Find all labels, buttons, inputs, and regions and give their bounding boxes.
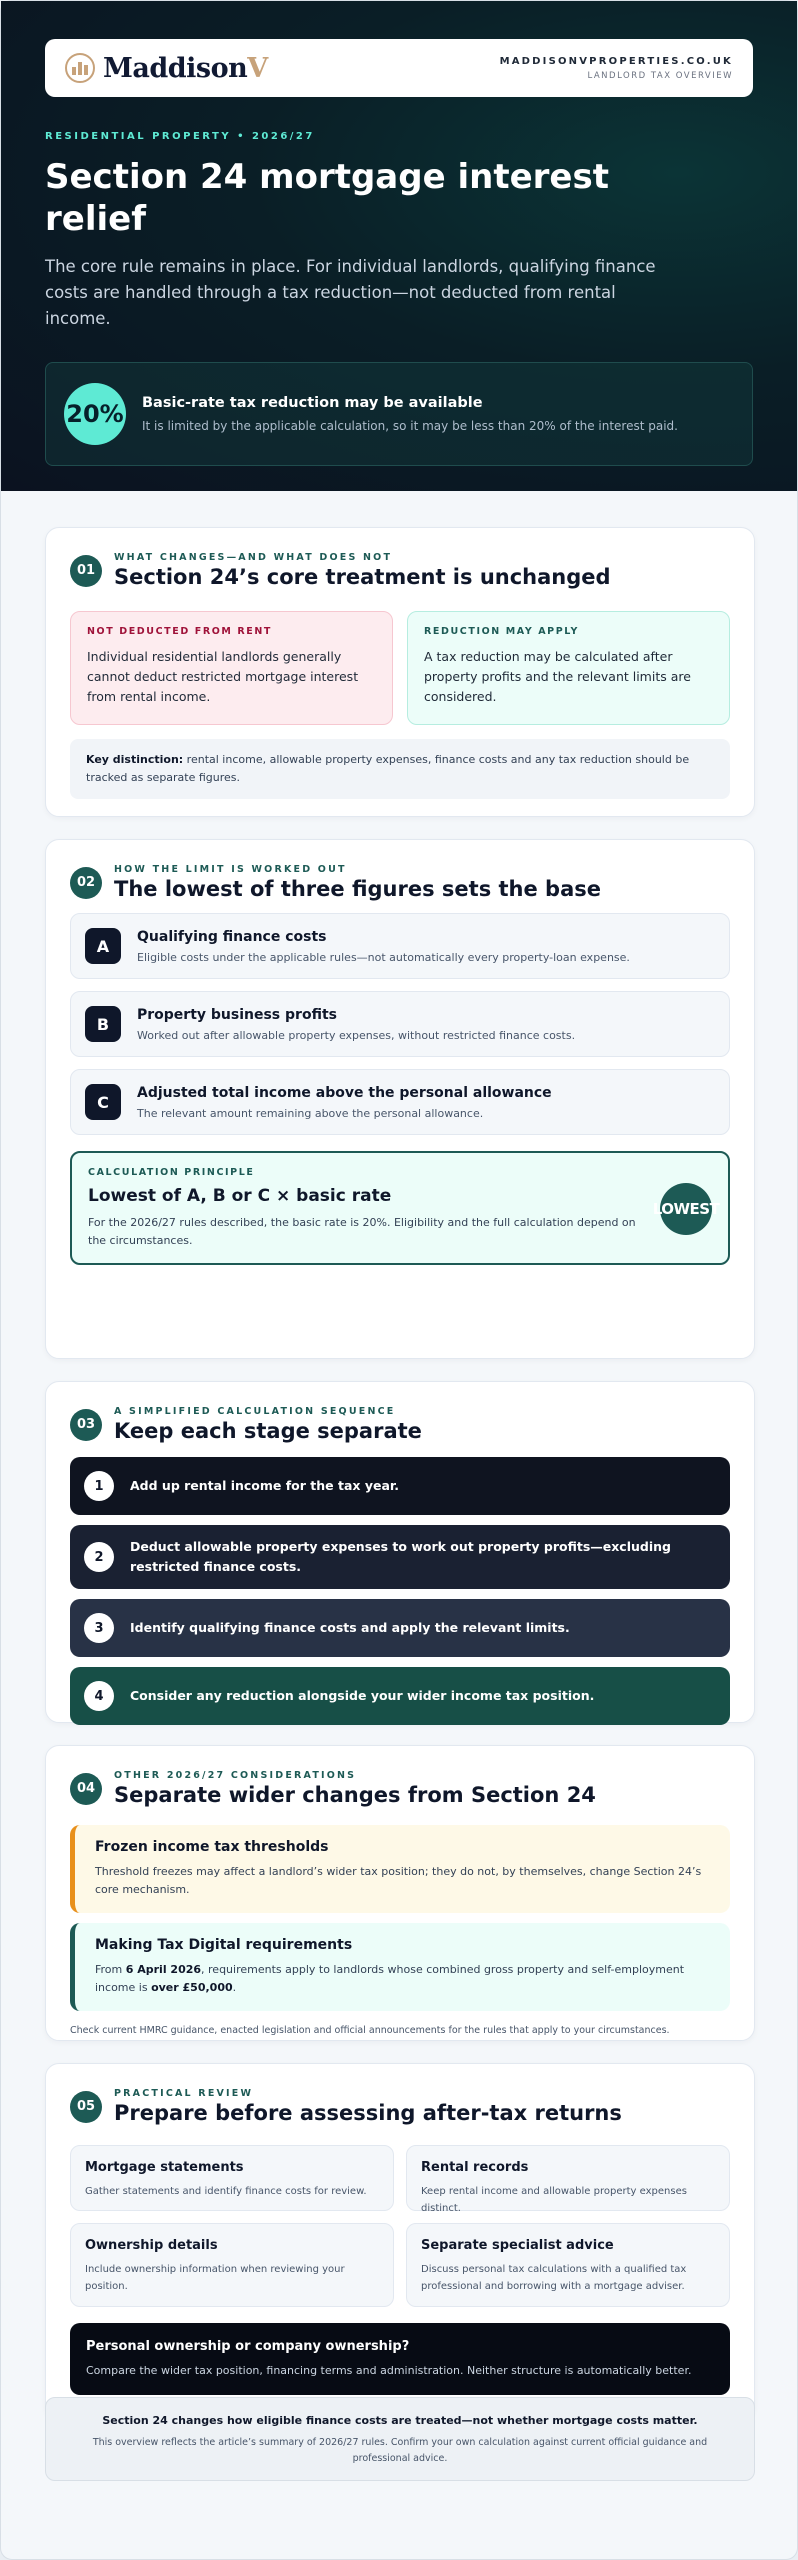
- brand-info: [500, 56, 733, 81]
- section-number: 05: [70, 2091, 102, 2123]
- factor-letter: A: [85, 928, 121, 964]
- factor-desc: Eligible costs under the applicable rules—not automatically every property-loan expense.: [137, 950, 630, 964]
- section-kicker: PRACTICAL REVIEW: [114, 2088, 254, 2099]
- callout-title: Personal ownership or company ownership?: [86, 2339, 410, 2354]
- step-1: [70, 1457, 730, 1515]
- calculation-principle: [70, 1151, 730, 1265]
- section-core-treatment: [45, 527, 755, 817]
- review-item-title: Rental records: [421, 2160, 529, 2175]
- factor-letter: C: [85, 1084, 121, 1120]
- mtd-callout: [70, 1923, 730, 2011]
- section-other-considerations: [45, 1745, 755, 2041]
- review-item-text: Keep rental income and allowable property expenses distinct.: [421, 2186, 687, 2214]
- principle-label: CALCULATION PRINCIPLE: [88, 1167, 255, 1178]
- section-kicker: WHAT CHANGES—AND WHAT DOES NOT: [114, 552, 393, 563]
- note-bold: Key distinction:: [86, 753, 184, 766]
- factor-title: Qualifying finance costs: [137, 928, 327, 945]
- brand-name: [103, 53, 268, 84]
- step-text: Deduct allowable property expenses to work out property profits—excluding restricted finance costs.: [130, 1539, 671, 1574]
- logo[interactable]: [65, 53, 268, 84]
- section-sequence: [45, 1381, 755, 1723]
- rate-description: It is limited by the applicable calculation, so it may be less than 20% of the interest paid.: [142, 419, 678, 433]
- review-item-title: Ownership details: [85, 2238, 218, 2253]
- brand-subtitle: LANDLORD TAX OVERVIEW: [587, 70, 733, 81]
- key-distinction-note: [70, 739, 730, 799]
- factor-a: [70, 913, 730, 979]
- brand-name-main: Maddison: [103, 52, 248, 84]
- principle-text: For the 2026/27 rules described, the basic rate is 20%. Eligibility and the full calculation depend on the circumstances.: [88, 1216, 636, 1247]
- footer-disclaimer: This overview reflects the article’s summary of 2026/27 rules. Confirm your own calculation against current official guidance and professional advice.: [92, 2437, 708, 2464]
- factor-c: [70, 1069, 730, 1135]
- review-item-mortgage: [70, 2145, 394, 2211]
- callout-title: Frozen income tax thresholds: [95, 1839, 329, 1855]
- site-link[interactable]: MADDISONVPROPERTIES.CO.UK: [499, 55, 733, 67]
- step-text: Add up rental income for the tax year.: [130, 1478, 400, 1493]
- step-3: [70, 1599, 730, 1657]
- step-text: Consider any reduction alongside your wider income tax position.: [130, 1688, 595, 1703]
- factor-list: [70, 913, 730, 1135]
- section-title: Prepare before assessing after-tax returns: [114, 2101, 622, 2125]
- section-kicker: HOW THE LIMIT IS WORKED OUT: [114, 864, 347, 875]
- factor-b: [70, 991, 730, 1057]
- callout-text: [95, 1961, 710, 1997]
- mtd-text-mid: , requirements apply to landlords whose combined gross property and self-employment income is: [95, 1963, 685, 1994]
- step-number: 2: [84, 1542, 114, 1572]
- step-text: Identify qualifying finance costs and apply the relevant limits.: [130, 1620, 570, 1635]
- section-number: 04: [70, 1773, 102, 1805]
- section-title: Section 24’s core treatment is unchanged: [114, 565, 611, 589]
- section-header: [70, 2088, 730, 2125]
- section-header: [70, 552, 730, 589]
- section-title: The lowest of three figures sets the base: [114, 877, 601, 901]
- panel-label: NOT DEDUCTED FROM RENT: [87, 626, 273, 637]
- review-item-advice: [406, 2223, 730, 2307]
- mtd-date: 6 April 2026: [125, 1963, 202, 1976]
- review-item-text: Discuss personal tax calculations with a qualified tax professional and borrowing with a mortgage adviser.: [421, 2264, 687, 2292]
- factor-desc: The relevant amount remaining above the personal allowance.: [137, 1106, 484, 1120]
- callout-title: Making Tax Digital requirements: [95, 1937, 353, 1953]
- hero-eyebrow: RESIDENTIAL PROPERTY • 2026/27: [45, 131, 315, 142]
- lowest-badge: [652, 1183, 720, 1235]
- section-header: [70, 1406, 730, 1443]
- review-item-rental: [406, 2145, 730, 2214]
- section-title: Separate wider changes from Section 24: [114, 1783, 596, 1807]
- rate-badge: 20%: [64, 383, 126, 445]
- ownership-callout: [70, 2323, 730, 2395]
- section-kicker: A SIMPLIFIED CALCULATION SEQUENCE: [114, 1406, 396, 1417]
- brand-bar: [45, 39, 753, 97]
- section-kicker: OTHER 2026/27 CONSIDERATIONS: [114, 1770, 357, 1781]
- section-practical-review: [45, 2063, 755, 2419]
- page-title: Section 24 mortgage interest relief: [45, 157, 609, 239]
- step-list: [70, 1457, 730, 1725]
- factor-title: Property business profits: [137, 1006, 337, 1023]
- section-limit: [45, 839, 755, 1359]
- section-header: [70, 1770, 730, 1807]
- note-text: rental income, allowable property expenses, finance costs and any tax reduction should be tracked as separate figures.: [86, 753, 690, 784]
- panel-text: A tax reduction may be calculated after property profits and the relevant limits are considered.: [424, 649, 691, 704]
- rate-title: Basic-rate tax reduction may be available: [142, 395, 483, 411]
- mtd-amount: over £50,000: [151, 1981, 233, 1994]
- factor-title: Adjusted total income above the personal allowance: [137, 1084, 552, 1101]
- lowest-badge-text: LOWEST: [652, 1200, 720, 1218]
- review-item-title: Separate specialist advice: [421, 2238, 614, 2253]
- review-item-text: Include ownership information when reviewing your position.: [85, 2264, 345, 2292]
- hero-intro: The core rule remains in place. For individual landlords, qualifying finance costs are handled through a tax reduction—not deducted from rental income.: [45, 257, 656, 328]
- section-title: Keep each stage separate: [114, 1419, 422, 1443]
- section-number: 01: [70, 555, 102, 587]
- factor-desc: Worked out after allowable property expenses, without restricted finance costs.: [137, 1028, 576, 1042]
- not-deducted-panel: [70, 611, 393, 725]
- section-header: [70, 864, 730, 901]
- reduction-panel: [407, 611, 730, 725]
- step-number: 4: [84, 1681, 114, 1711]
- callout-text: Compare the wider tax position, financing terms and administration. Neither structure is automatically better.: [86, 2364, 692, 2377]
- step-number: 3: [84, 1613, 114, 1643]
- step-4: [70, 1667, 730, 1725]
- review-item-text: Gather statements and identify finance costs for review.: [85, 2186, 367, 2197]
- review-item-title: Mortgage statements: [85, 2160, 244, 2175]
- guidance-note: Check current HMRC guidance, enacted legislation and official announcements for the rules that apply to your circumstances.: [70, 2025, 670, 2036]
- callout-text: Threshold freezes may affect a landlord’s wider tax position; they do not, by themselves, change Section 24’s core mechanism.: [95, 1865, 702, 1896]
- comparison-panels: [70, 611, 730, 725]
- frozen-thresholds-callout: [70, 1825, 730, 1913]
- review-item-ownership: [70, 2223, 394, 2307]
- section-number: 02: [70, 867, 102, 899]
- footer: [45, 2397, 755, 2481]
- section-number: 03: [70, 1409, 102, 1441]
- principle-title: Lowest of A, B or C × basic rate: [88, 1186, 392, 1206]
- step-2: [70, 1525, 730, 1589]
- review-grid: [70, 2145, 730, 2307]
- panel-label: REDUCTION MAY APPLY: [424, 626, 579, 637]
- building-logo-icon: [65, 53, 95, 83]
- brand-name-accent: V: [247, 52, 268, 84]
- mtd-text-pre: From: [95, 1963, 126, 1976]
- panel-text: Individual residential landlords generally cannot deduct restricted mortgage interest from rental income.: [87, 649, 359, 704]
- hero-section: [1, 1, 797, 491]
- footer-summary: Section 24 changes how eligible finance costs are treated—not whether mortgage costs matter.: [102, 2414, 698, 2427]
- factor-letter: B: [85, 1006, 121, 1042]
- mtd-text-end: .: [232, 1981, 237, 1994]
- step-number: 1: [84, 1471, 114, 1501]
- rate-highlight: [45, 362, 753, 466]
